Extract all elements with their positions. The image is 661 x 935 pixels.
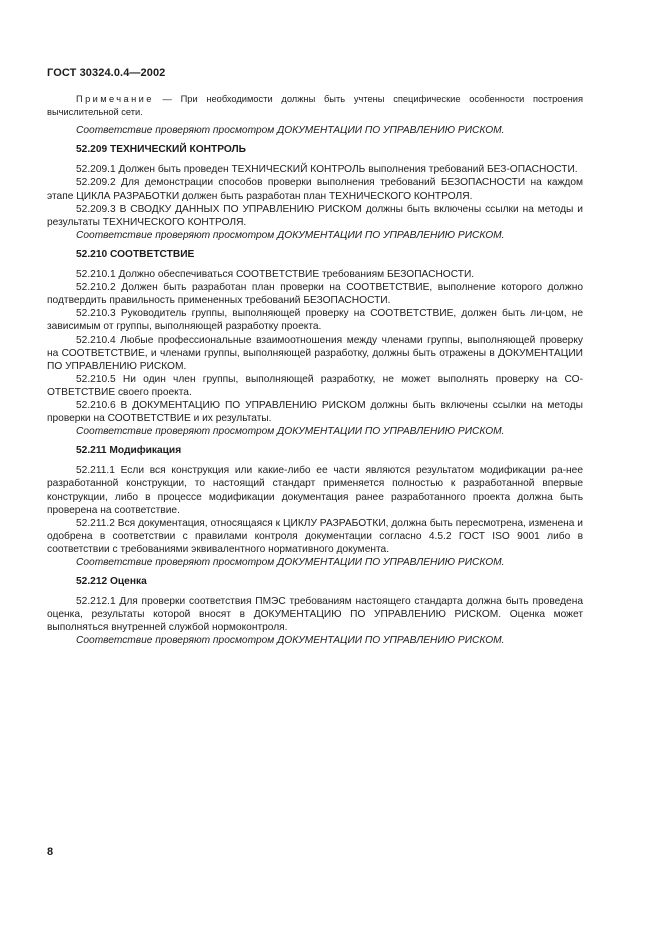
compliance-211: Соответствие проверяют просмотром ДОКУМЕНТАЦИИ ПО УПРАВЛЕНИЮ РИСКОМ. xyxy=(76,557,505,568)
section-heading-210: 52.210 СООТВЕТСТВИЕ xyxy=(76,248,195,260)
clause-52-211-1: 52.211.1 Если вся конструкция или какие-либо ее части являются результатом модификации ра-нее разработанной конструкции, то настоящий стандарт применяется полностью к разработанной впервые конструкции, либо в процессе модификации документация ранее разработанного проекта должна быть проверена на соответствие. xyxy=(47,465,583,516)
clause-52-210-2: 52.210.2 Должен быть разработан план проверки на СООТВЕТСТВИЕ, выполнение которого должно подтвердить правильность примененных требований БЕЗОПАСНОСТИ. xyxy=(47,282,583,307)
note-text: При необходимости должны быть учтены специфические особенности построения вычислительной сети. xyxy=(47,94,583,117)
clause-52-210-4: 52.210.4 Любые профессиональные взаимоотношения между членами группы, выполняющей проверку на СООТВЕТСТВИЕ, и членами группы, выполняющей разработку, должны быть отражены в ДОКУМЕНТАЦИИ ПО УПРАВЛЕНИЮ РИСКОМ. xyxy=(47,334,583,372)
clause-52-212-1: 52.212.1 Для проверки соответствия ПМЭС требованиям настоящего стандарта должна быть проведена оценка, результаты которой вносят в ДОКУМЕНТАЦИЮ ПО УПРАВЛЕНИЮ РИСКОМ. Оценка может выполняться внутренней службой нормоконтроля. xyxy=(47,596,583,634)
document-body xyxy=(47,93,583,648)
page-number: 8 xyxy=(47,846,54,858)
compliance-209: Соответствие проверяют просмотром ДОКУМЕНТАЦИИ ПО УПРАВЛЕНИЮ РИСКОМ. xyxy=(76,229,505,241)
clause-52-209-1: 52.209.1 Должен быть проведен ТЕХНИЧЕСКИЙ КОНТРОЛЬ выполнения требований БЕЗ-ОПАСНОСТИ. xyxy=(76,164,578,176)
compliance-note: Соответствие проверяют просмотром ДОКУМЕНТАЦИИ ПО УПРАВЛЕНИЮ РИСКОМ. xyxy=(76,125,505,137)
section-heading-211: 52.211 Модификация xyxy=(76,445,182,457)
clause-52-210-6: 52.210.6 В ДОКУМЕНТАЦИЮ ПО УПРАВЛЕНИЮ РИСКОМ должны быть включены ссылки на методы проверки на СООТВЕТСТВИЕ и их результаты. xyxy=(47,399,583,425)
clause-52-210-1: 52.210.1 Должно обеспечиваться СООТВЕТСТВИЕ требованиям БЕЗОПАСНОСТИ. xyxy=(76,269,475,281)
note-dash: — xyxy=(153,94,181,104)
clause-52-210-5: 52.210.5 Ни один член группы, выполняющей разработку, не может выполнять проверку на СО-ОТВЕТСТВИЕ своего проекта. xyxy=(47,373,583,398)
clause-52-209-2: 52.209.2 Для демонстрации способов проверки выполнения требований БЕЗОПАСНОСТИ на каждом этапе ЦИКЛА РАЗРАБОТКИ должен быть разработан план ТЕХНИЧЕСКОГО КОНТРОЛЯ. xyxy=(47,177,583,202)
compliance-212: Соответствие проверяют просмотром ДОКУМЕНТАЦИИ ПО УПРАВЛЕНИЮ РИСКОМ. xyxy=(76,635,505,647)
section-heading-212: 52.212 Оценка xyxy=(76,576,147,588)
clause-52-211-2: 52.211.2 Вся документация, относящаяся к ЦИКЛУ РАЗРАБОТКИ, должна быть пересмотрена, изменена и одобрена в соответствии с правилами контроля документации согласно 4.5.2 ГОСТ ISO 9001 либо в соответствии с требованиями эквивалентного нормативного документа. xyxy=(47,517,583,555)
section-heading-209: 52.209 ТЕХНИЧЕСКИЙ КОНТРОЛЬ xyxy=(76,144,247,156)
note-label: Примечание xyxy=(76,94,154,104)
compliance-210: Соответствие проверяют просмотром ДОКУМЕНТАЦИИ ПО УПРАВЛЕНИЮ РИСКОМ. xyxy=(76,426,505,438)
note xyxy=(47,93,583,118)
clause-52-210-3: 52.210.3 Руководитель группы, выполняющей проверку на СООТВЕТСТВИЕ, должен быть ли-цом, не зависимым от группы, выполняющей разработку проекта. xyxy=(47,308,583,333)
page-header-standard: ГОСТ 30324.0.4—2002 xyxy=(47,67,166,79)
clause-52-209-3: 52.209.3 В СВОДКУ ДАННЫХ ПО УПРАВЛЕНИЮ РИСКОМ должны быть включены ссылки на методы и результаты ТЕХНИЧЕСКОГО КОНТРОЛЯ. xyxy=(47,203,583,228)
